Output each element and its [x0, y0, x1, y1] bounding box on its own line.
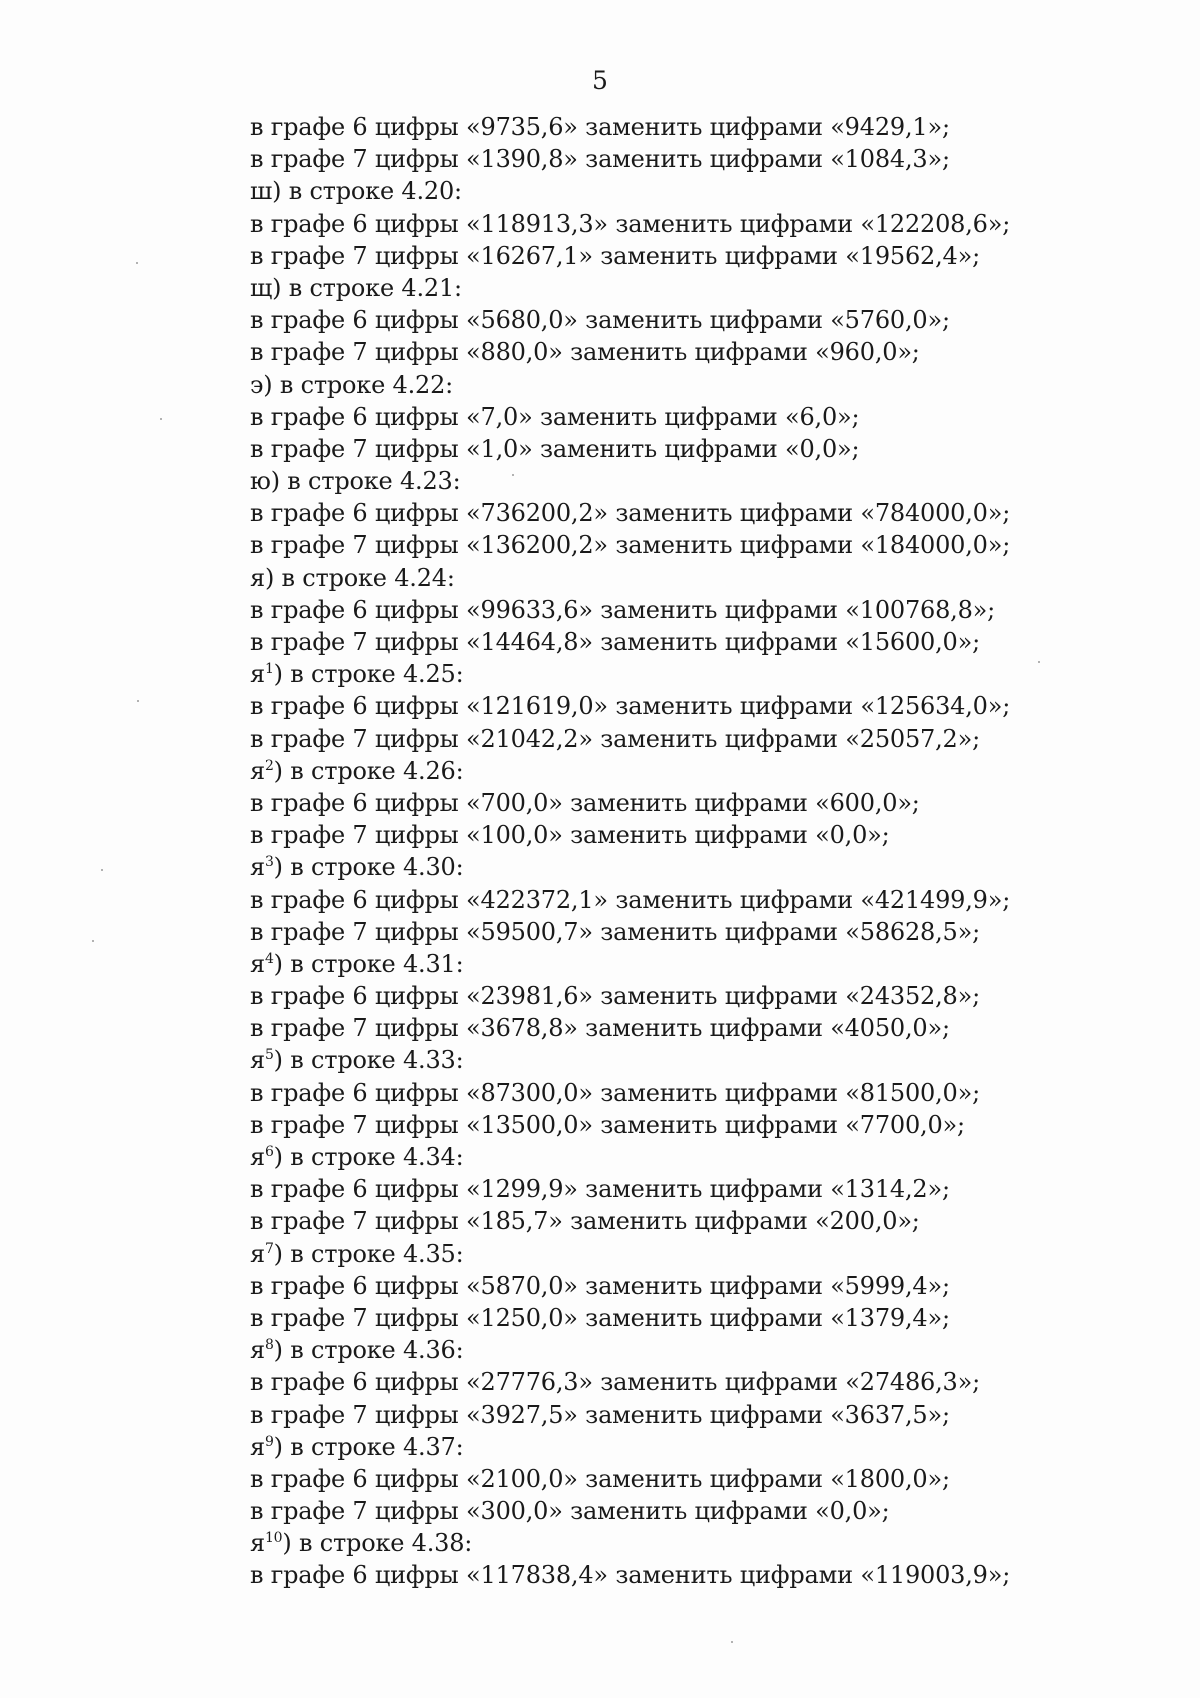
line-text: ) в строке 4.35: [273, 1239, 464, 1268]
amendment-line [250, 401, 1150, 433]
scan-speck [512, 474, 514, 476]
line-text: в графе 6 цифры «5680,0» заменить цифрами «5760,0»; [250, 306, 950, 335]
section-heading-line [250, 658, 1150, 690]
amendment-line [250, 1463, 1150, 1495]
item-index-superscript: 2 [264, 757, 274, 774]
item-letter: я [250, 660, 265, 689]
amendment-line [250, 1270, 1150, 1302]
line-text: в графе 6 цифры «27776,3» заменить цифрами «27486,3»; [250, 1368, 980, 1397]
amendment-line [250, 787, 1150, 819]
line-text: в графе 7 цифры «1250,0» заменить цифрами «1379,4»; [250, 1303, 950, 1332]
amendment-line [250, 1109, 1150, 1141]
line-text: в графе 6 цифры «736200,2» заменить цифрами «784000,0»; [250, 499, 1011, 528]
item-letter: я [250, 1432, 265, 1461]
line-text: в графе 6 цифры «118913,3» заменить цифрами «122208,6»; [250, 209, 1011, 238]
amendment-line [250, 433, 1150, 465]
scan-speck [160, 418, 162, 420]
line-text: ) в строке 4.33: [273, 1046, 464, 1075]
amendment-line [250, 819, 1150, 851]
item-index-superscript: 1 [264, 661, 274, 678]
amendment-line [250, 1366, 1150, 1398]
scan-speck [92, 940, 94, 942]
line-text: в графе 6 цифры «9735,6» заменить цифрами «9429,1»; [250, 113, 950, 141]
line-text: ) в строке 4.31: [273, 949, 464, 978]
amendment-line [250, 304, 1150, 336]
scan-speck [137, 700, 139, 702]
item-letter: я [250, 1336, 265, 1365]
amendment-line [250, 884, 1150, 916]
section-heading-line [250, 755, 1150, 787]
amendment-line [250, 594, 1150, 626]
item-index-superscript: 5 [264, 1047, 274, 1064]
line-text: ) в строке 4.34: [273, 1143, 464, 1171]
line-text: ) в строке 4.25: [273, 660, 464, 689]
amendment-line [250, 529, 1150, 561]
item-index-superscript: 4 [264, 950, 274, 967]
item-letter: я [250, 1143, 265, 1171]
amendment-line [250, 1559, 1150, 1591]
amendment-line [250, 916, 1150, 948]
amendment-line [250, 626, 1150, 658]
line-text: в графе 6 цифры «700,0» заменить цифрами «600,0»; [250, 788, 920, 817]
section-heading-line [250, 1044, 1150, 1076]
scan-speck [731, 1641, 733, 1643]
amendment-line [250, 111, 1150, 143]
item-letter: я [250, 1046, 265, 1075]
amendment-line [250, 497, 1150, 529]
line-text: ) в строке 4.30: [273, 853, 464, 882]
line-text: в графе 6 цифры «7,0» заменить цифрами «6,0»; [250, 402, 860, 431]
item-index-superscript: 3 [264, 854, 274, 871]
line-text: в графе 7 цифры «1390,8» заменить цифрами «1084,3»; [250, 145, 950, 174]
page-number: 5 [592, 66, 608, 95]
line-text: в графе 6 цифры «121619,0» заменить цифрами «125634,0»; [250, 692, 1011, 721]
section-heading-line [250, 1527, 1150, 1559]
line-text: в графе 6 цифры «2100,0» заменить цифрами «1800,0»; [250, 1464, 950, 1493]
amendment-line [250, 465, 1150, 497]
amendment-line [250, 690, 1150, 722]
line-text: в графе 6 цифры «422372,1» заменить цифрами «421499,9»; [250, 885, 1011, 914]
amendment-line [250, 1302, 1150, 1334]
line-text: в графе 7 цифры «100,0» заменить цифрами «0,0»; [250, 821, 890, 850]
amendment-line [250, 143, 1150, 175]
line-text: в графе 6 цифры «5870,0» заменить цифрами «5999,4»; [250, 1271, 950, 1300]
scan-speck [136, 262, 138, 264]
item-letter: я [250, 949, 265, 978]
line-text: в графе 7 цифры «185,7» заменить цифрами «200,0»; [250, 1207, 920, 1236]
amendment-line [250, 272, 1150, 304]
line-text: в графе 7 цифры «136200,2» заменить цифрами «184000,0»; [250, 531, 1011, 560]
item-index-superscript: 9 [264, 1433, 274, 1450]
line-text: ш) в строке 4.20: [250, 177, 462, 206]
item-index-superscript: 8 [264, 1337, 274, 1354]
line-text: в графе 7 цифры «300,0» заменить цифрами «0,0»; [250, 1497, 890, 1526]
section-heading-line [250, 1431, 1150, 1463]
section-heading-line [250, 851, 1150, 883]
line-text: в графе 7 цифры «1,0» заменить цифрами «0,0»; [250, 434, 860, 463]
amendment-line [250, 980, 1150, 1012]
amendment-line [250, 175, 1150, 207]
line-text: ) в строке 4.38: [282, 1529, 473, 1558]
line-text: в графе 6 цифры «87300,0» заменить цифрами «81500,0»; [250, 1078, 980, 1107]
line-text: ) в строке 4.37: [273, 1432, 464, 1461]
line-text: в графе 7 цифры «13500,0» заменить цифрами «7700,0»; [250, 1110, 965, 1139]
line-text: в графе 7 цифры «14464,8» заменить цифрами «15600,0»; [250, 628, 980, 656]
line-text: я) в строке 4.24: [250, 563, 455, 592]
line-text: в графе 7 цифры «880,0» заменить цифрами «960,0»; [250, 338, 920, 367]
amendment-line [250, 1012, 1150, 1044]
item-letter: я [250, 756, 265, 785]
line-text: в графе 6 цифры «1299,9» заменить цифрами «1314,2»; [250, 1175, 950, 1204]
amendment-line [250, 1399, 1150, 1431]
scan-speck [1038, 661, 1040, 663]
item-index-superscript: 10 [264, 1530, 283, 1547]
line-text: ю) в строке 4.23: [250, 467, 461, 496]
line-text: в графе 7 цифры «3927,5» заменить цифрами «3637,5»; [250, 1400, 950, 1429]
item-index-superscript: 6 [264, 1144, 274, 1160]
line-text: в графе 7 цифры «21042,2» заменить цифрами «25057,2»; [250, 724, 980, 753]
line-text: в графе 7 цифры «16267,1» заменить цифрами «19562,4»; [250, 241, 980, 270]
item-letter: я [250, 1529, 265, 1558]
section-heading-line [250, 948, 1150, 980]
section-heading-line [250, 1238, 1150, 1270]
line-text: ) в строке 4.36: [273, 1336, 464, 1365]
line-text: ) в строке 4.26: [273, 756, 464, 785]
line-text: в графе 6 цифры «23981,6» заменить цифрами «24352,8»; [250, 982, 980, 1011]
amendment-line [250, 208, 1150, 240]
line-text: в графе 6 цифры «99633,6» заменить цифрами «100768,8»; [250, 595, 996, 624]
line-text: в графе 6 цифры «117838,4» заменить цифрами «119003,9»; [250, 1561, 1011, 1590]
amendment-line [250, 1173, 1150, 1205]
line-text: в графе 7 цифры «59500,7» заменить цифрами «58628,5»; [250, 917, 980, 946]
amendment-line [250, 723, 1150, 755]
item-letter: я [250, 1239, 265, 1268]
amendment-line [250, 1077, 1150, 1109]
item-letter: я [250, 853, 265, 882]
item-index-superscript: 7 [264, 1240, 274, 1257]
scan-speck [101, 869, 103, 871]
amendment-line [250, 240, 1150, 272]
line-text: в графе 7 цифры «3678,8» заменить цифрами «4050,0»; [250, 1014, 950, 1043]
line-text: щ) в строке 4.21: [250, 273, 462, 302]
section-heading-line [250, 1334, 1150, 1366]
line-text: э) в строке 4.22: [250, 370, 454, 399]
section-heading-line [250, 1141, 1150, 1173]
amendment-line [250, 562, 1150, 594]
amendment-line [250, 1205, 1150, 1237]
amendment-line [250, 1495, 1150, 1527]
amendment-line [250, 369, 1150, 401]
amendment-line [250, 336, 1150, 368]
amendment-list [250, 111, 1150, 1592]
